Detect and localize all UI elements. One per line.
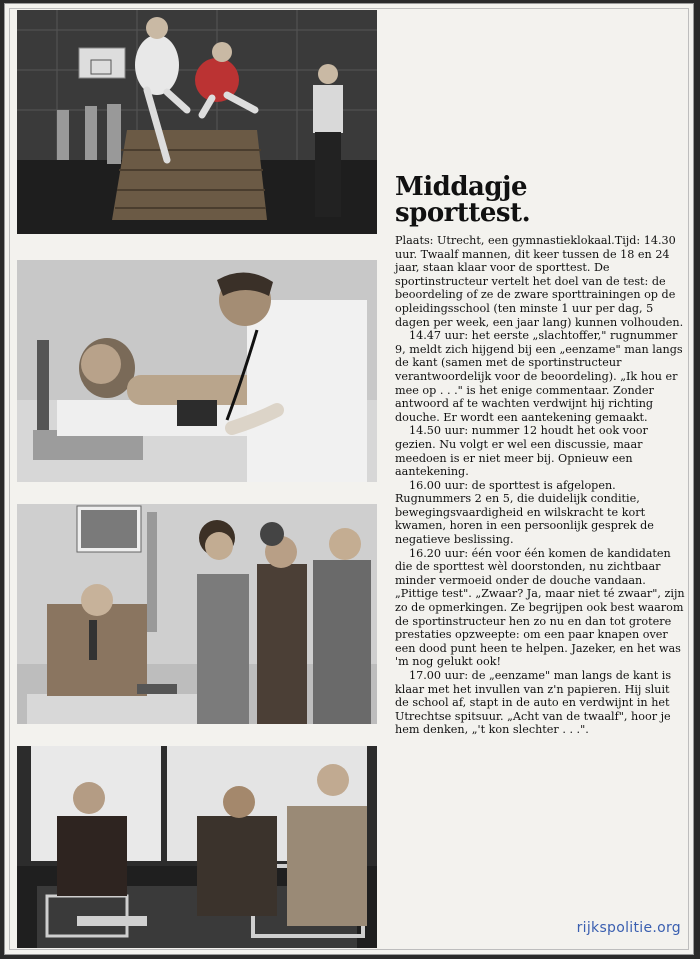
paragraph-3: 14.50 uur: nummer 12 houdt het ook voor gezien. Nu volgt er wel een discussie, maar meedoen is er niet meer bij. Opnieuw een aantekening. bbox=[395, 424, 648, 479]
vaulting-illustration bbox=[17, 10, 377, 234]
photo-medical-check bbox=[17, 260, 377, 482]
title-line-2: sporttest. bbox=[395, 198, 531, 228]
seated-conversation-illustration bbox=[17, 746, 377, 948]
paragraph-1: Plaats: Utrecht, een gymnastieklokaal.Tijd: 14.30 uur. Twaalf mannen, dit keer tussen de 18 en 24 jaar, staan klaar voor de sporttest. De sportinstructeur vertelt het doel van de test: de beoordeling of ze de zware sporttrainingen op de opleidingsschool (ten minste 1 uur per dag, 5 dagen per week, een jaar lang) kunnen volhouden. bbox=[395, 234, 684, 329]
photo-seated-conversation bbox=[17, 746, 377, 948]
paragraph-5: 16.20 uur: één voor één komen de kandidaten die de sporttest wèl doorstonden, nu zichtbaar minder vermoeid onder de douche vandaan. „Pittige test". „Zwaar? Ja, maar niet té zwaar", zijn zo de opmerkingen. Ze begrijpen ook best waarom de sportinstructeur hen zo nu en dan tot grotere prestaties opzweepte: om een paar knapen over een dood punt heen te helpen. Jazeker, en het was 'm nog gelukt ook! bbox=[395, 546, 685, 669]
magazine-page bbox=[4, 3, 694, 955]
article-body bbox=[395, 234, 685, 737]
watermark: rijkspolitie.org bbox=[576, 920, 681, 936]
medical-check-illustration bbox=[17, 260, 377, 482]
photo-interview bbox=[17, 504, 377, 724]
title-line-1: Middagje bbox=[395, 172, 527, 202]
interview-illustration bbox=[17, 504, 377, 724]
paragraph-2: 14.47 uur: het eerste „slachtoffer," rugnummer 9, meldt zich hijgend bij een „eenzame" man langs de kant (samen met de sportinstructeur verantwoordelijk voor de beoordeling). „Ik hou er mee op . . ." is het enige commentaar. Zonder antwoord af te wachten verdwijnt hij richting douche. Er wordt een aantekening gemaakt. bbox=[395, 329, 683, 424]
photo-vaulting bbox=[17, 10, 377, 234]
paragraph-6: 17.00 uur: de „eenzame" man langs de kant is klaar met het invullen van z'n papieren. Hij sluit de school af, stapt in de auto en verdwijnt in het Utrechtse spitsuur. „Acht van de twaalf", hoor je hem denken, „'t kon slechter . . .". bbox=[395, 669, 672, 737]
paragraph-4: 16.00 uur: de sporttest is afgelopen. Rugnummers 2 en 5, die duidelijk conditie, bewegingsvaardigheid en wilskracht te kort kwamen, horen in een persoonlijk gesprek de negatieve beslissing. bbox=[395, 478, 654, 547]
article-title bbox=[395, 174, 685, 226]
article bbox=[395, 174, 685, 737]
